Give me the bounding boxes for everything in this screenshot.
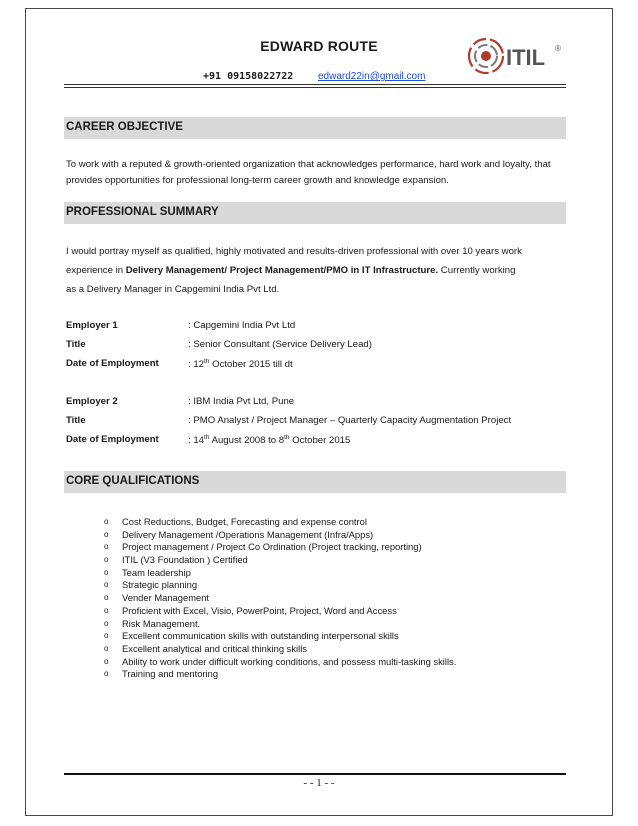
title-value: : Senior Consultant (Service Delivery Lead) <box>188 339 372 350</box>
list-item <box>104 618 456 631</box>
title-value: : PMO Analyst / Project Manager – Quarterly Capacity Augmentation Project <box>188 415 512 426</box>
registered-mark: ® <box>555 44 561 53</box>
qualification-text: Risk Management. <box>122 617 201 629</box>
bullet-icon: o <box>104 529 109 539</box>
career-objective-heading: CAREER OBJECTIVE <box>64 117 566 139</box>
list-item <box>104 579 456 592</box>
date-label: Date of Employment <box>66 358 159 369</box>
summary-line-2: experience in Delivery Management/ Project Management/PMO in IT Infrastructure. Currently working <box>66 265 516 276</box>
summary-highlight: Delivery Management/ Project Management/PMO in IT Infrastructure. <box>125 265 439 276</box>
qualification-text: Excellent communication skills with outstanding interpersonal skills <box>122 630 399 642</box>
bullet-icon: o <box>104 643 109 653</box>
bullet-icon: o <box>104 517 109 526</box>
date-value: : 14th August 2008 to 8th October 2015 <box>188 434 351 447</box>
list-item <box>104 567 456 580</box>
qualification-text: Team leadership <box>122 566 191 578</box>
professional-summary-heading: PROFESSIONAL SUMMARY <box>64 202 566 224</box>
itil-logo <box>466 34 566 78</box>
bullet-icon: o <box>104 656 109 666</box>
career-objective-text: To work with a reputed & growth-oriented organization that acknowledges performance, hard work and loyalty, that provides opportunities for professional long-term career growth and knowledge expansion. <box>66 159 551 186</box>
title-label: Title <box>66 339 86 350</box>
summary-line-3: as a Delivery Manager in Capgemini India Pvt Ltd. <box>66 284 280 295</box>
list-item <box>104 554 456 567</box>
qualification-text: Strategic planning <box>122 579 198 591</box>
summary-line-1: I would portray myself as qualified, highly motivated and results-driven professional with over 10 years work <box>66 246 522 257</box>
qualification-text: ITIL (V3 Foundation ) Certified <box>122 554 248 566</box>
employer-label: Employer 1 <box>66 320 118 331</box>
email-link[interactable]: edward22in@gmail.com <box>318 71 426 82</box>
qualification-text: Excellent analytical and critical thinking skills <box>122 642 307 654</box>
qualification-text: Cost Reductions, Budget, Forecasting and expense control <box>122 516 367 527</box>
candidate-name: EDWARD ROUTE <box>260 38 378 54</box>
itil-swirl-icon <box>469 39 503 73</box>
bullet-icon: o <box>104 555 109 565</box>
bullet-icon: o <box>104 542 109 552</box>
title-label: Title <box>66 415 86 426</box>
list-item <box>104 668 456 681</box>
list-item <box>104 541 456 554</box>
list-item <box>104 592 456 605</box>
itil-logo-text: ITIL <box>506 45 546 70</box>
core-qualifications-heading: CORE QUALIFICATIONS <box>64 471 566 493</box>
core-qualifications-list <box>104 516 456 681</box>
bullet-icon: o <box>104 631 109 641</box>
header-divider-double <box>64 87 566 88</box>
date-label: Date of Employment <box>66 434 159 445</box>
list-item <box>104 516 456 529</box>
list-item <box>104 630 456 643</box>
employer-label: Employer 2 <box>66 396 118 407</box>
employer-value: : IBM India Pvt Ltd, Pune <box>188 396 295 407</box>
page-number: - - 1 - - <box>303 777 335 789</box>
bullet-icon: o <box>104 669 109 679</box>
list-item <box>104 605 456 618</box>
qualification-text: Project management / Project Co Ordination (Project tracking, reporting) <box>122 541 422 553</box>
bullet-icon: o <box>104 593 109 603</box>
date-value: : 12th October 2015 till dt <box>188 358 293 371</box>
header-divider <box>64 84 566 85</box>
qualification-text: Delivery Management /Operations Management (Infra/Apps) <box>122 528 374 540</box>
list-item <box>104 643 456 656</box>
qualification-text: Training and mentoring <box>122 668 219 680</box>
bullet-icon: o <box>104 580 109 590</box>
list-item <box>104 529 456 542</box>
bullet-icon: o <box>104 567 109 577</box>
qualification-text: Vender Management <box>122 592 210 604</box>
footer-divider <box>64 773 566 775</box>
list-item <box>104 656 456 669</box>
employer-value: : Capgemini India Pvt Ltd <box>188 320 296 331</box>
qualification-text: Proficient with Excel, Visio, PowerPoint, Project, Word and Access <box>122 604 397 616</box>
bullet-icon: o <box>104 618 109 628</box>
phone-number: +91 09158022722 <box>203 71 294 82</box>
qualification-text: Ability to work under difficult working conditions, and possess multi-tasking skills. <box>122 655 457 667</box>
bullet-icon: o <box>104 605 109 615</box>
